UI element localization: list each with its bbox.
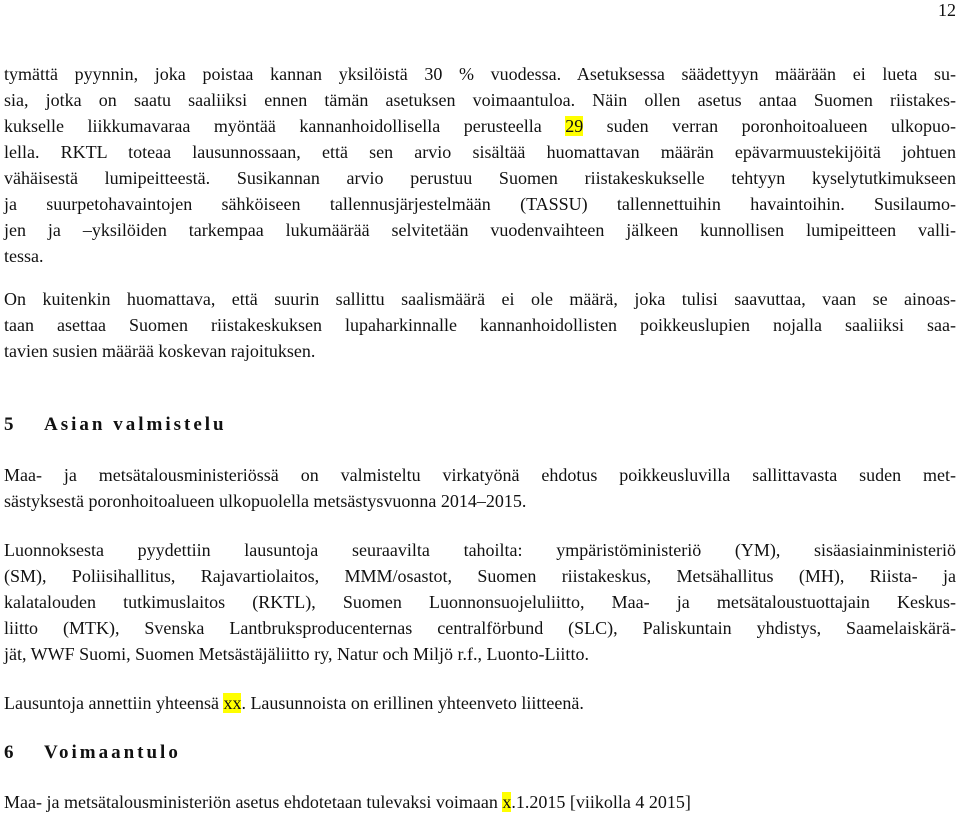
text-segment: Maa- ja metsätalousministeriön asetus ehdotetaan tulevaksi voimaan xyxy=(4,792,503,812)
text-line: tymättä pyynnin, joka poistaa kannan yksilöistä 30 % vuodessa. Asetuksessa säädettyyn määrään ei lueta su- xyxy=(4,64,956,84)
section-title: Asian valmistelu xyxy=(44,414,227,435)
text-line xyxy=(4,789,956,815)
text-line: tessa. xyxy=(4,246,44,266)
paragraph-wolf-quota xyxy=(4,61,956,269)
text-line: taan asettaa Suomen riistakeskuksen lupaharkinnalle kannanhoidollisten poikkeuslupien nojalla saaliiksi saa- xyxy=(4,315,956,335)
section-number: 5 xyxy=(4,414,14,435)
section-heading-preparation xyxy=(4,412,227,438)
text-segment: . Lausunnoista on erillinen yhteenveto liitteenä. xyxy=(241,693,584,713)
text-line: sästyksestä poronhoitoalueen ulkopuolella metsästysvuonna 2014–2015. xyxy=(4,491,527,511)
paragraph-consultation xyxy=(4,537,956,667)
text-line: Maa- ja metsätalousministeriössä on valmisteltu virkatyönä ehdotus poikkeusluvilla sallittavasta suden met- xyxy=(4,465,956,485)
text-line: On kuitenkin huomattava, että suurin sallittu saalismäärä ei ole määrä, joka tulisi saavuttaa, vaan se ainoas- xyxy=(4,289,956,309)
paragraph-statement-count xyxy=(4,690,956,716)
text-line: (SM), Poliisihallitus, Rajavartiolaitos, MMM/osastot, Suomen riistakeskus, Metsähallitus (MH), Riista- ja xyxy=(4,566,956,586)
text-line: Luonnoksesta pyydettiin lausuntoja seuraavilta tahoilta: ympäristöministeriö (YM), sisäasiainministeriö xyxy=(4,540,956,560)
paragraph-quota-note xyxy=(4,286,956,364)
text-segment: .1.2015 [viikolla 4 2015] xyxy=(511,792,691,812)
paragraph-preparation xyxy=(4,462,956,514)
highlighted-placeholder: x xyxy=(502,792,512,812)
text-line: jät, WWF Suomi, Suomen Metsästäjäliitto ry, Natur och Miljö r.f., Luonto-Liitto. xyxy=(4,644,589,664)
page-number: 12 xyxy=(938,0,956,20)
text-line xyxy=(4,113,956,139)
paragraph-entry-into-force xyxy=(4,789,956,815)
highlighted-placeholder: xx xyxy=(223,693,242,713)
text-line: tavien susien määrää koskevan rajoituksen. xyxy=(4,341,316,361)
section-number: 6 xyxy=(4,742,14,763)
text-line: lella. RKTL toteaa lausunnossaan, että sen arvio sisältää huomattavan määrän epävarmuustekijöitä johtuen xyxy=(4,142,956,162)
text-line: liitto (MTK), Svenska Lantbruksproducenternas centralförbund (SLC), Paliskuntain yhdistys, Saamelaiskärä- xyxy=(4,618,956,638)
text-segment: kukselle liikkumavaraa myöntää kannanhoidollisella perusteella xyxy=(4,116,566,136)
highlighted-number: 29 xyxy=(565,116,584,136)
text-segment: Lausuntoja annettiin yhteensä xyxy=(4,693,224,713)
text-segment: suden verran poronhoitoalueen ulkopuo- xyxy=(583,116,956,136)
section-title: Voimaantulo xyxy=(44,742,181,763)
text-line xyxy=(4,690,956,716)
text-line: vähäisestä lumipeitteestä. Susikannan arvio perustuu Suomen riistakeskukselle tehtyyn kyselytutkimukseen xyxy=(4,168,956,188)
text-line: jen ja –yksilöiden tarkempaa lukumäärää selvitetään vuodenvaihteen jälkeen kunnollisen lumipeitteen valli- xyxy=(4,220,956,240)
section-heading-entry-into-force xyxy=(4,740,181,766)
text-line: ja suurpetohavaintojen sähköiseen tallennusjärjestelmään (TASSU) tallennettuihin havaintoihin. Susilaumo- xyxy=(4,194,956,214)
text-line: sia, jotka on saatu saaliiksi ennen tämän asetuksen voimaantuloa. Näin ollen asetus antaa Suomen riistakes- xyxy=(4,90,956,110)
text-line: kalatalouden tutkimuslaitos (RKTL), Suomen Luonnonsuojeluliitto, Maa- ja metsätaloustuottajain Keskus- xyxy=(4,592,956,612)
